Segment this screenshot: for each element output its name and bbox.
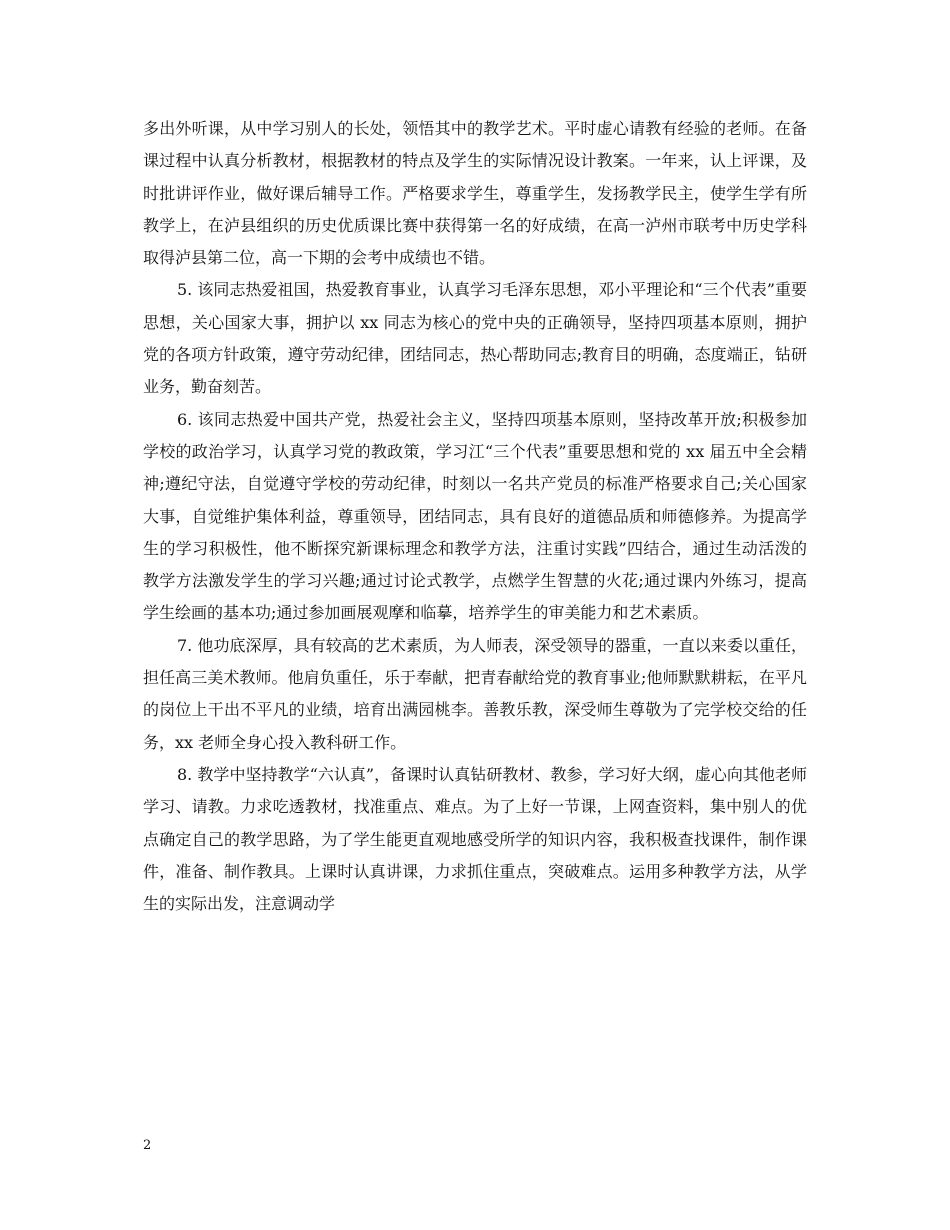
paragraph-1: 多出外听课，从中学习别人的长处，领悟其中的教学艺术。平时虚心请教有经验的老师。在备课过程中认真分析教材，根据教材的特点及学生的实际情况设计教案。一年来，认上评课，及时批讲评作业，做好课后辅导工作。严格要求学生，尊重学生，发扬教学民主，使学生学有所教学上，在泸县组织的历史优质课比赛中获得第一名的好成绩，在高一泸州市联考中历史学科取得泸县第二位，高一下期的会考中成绩也不错。 [143,119,807,268]
paragraph-3: 6. 该同志热爱中国共产党，热爱社会主义，坚持四项基本原则，坚持改革开放;积极参加学校的政治学习，认真学习党的教政策，学习江“三个代表”重要思想和党的 xx 届五中全会精神;遵纪守法，自觉遵守学校的劳动纪律，时刻以一名共产党员的标准严格要求自己;关心国家大事，自觉维护集体利益，尊重领导，团结同志，具有良好的道德品质和师德修养。为提高学生的学习积极性，他不断探究新课标理念和教学方法，注重讨实践”四结合，通过生动活泼的教学方法激发学生的学习兴趣;通过讨论式教学，点燃学生智慧的火花;通过课内外练习，提高学生绘画的基本功;通过参加画展观摩和临摹，培养学生的审美能力和艺术素质。 [143,409,807,623]
paragraph-2: 5. 该同志热爱祖国，热爱教育事业，认真学习毛泽东思想，邓小平理论和“三个代表”重要思想，关心国家大事，拥护以 xx 同志为核心的党中央的正确领导，坚持四项基本原则，拥护党的各项方针政策，遵守劳动纪律，团结同志，热心帮助同志;教育目的明确，态度端正，钻研业务，勤奋刻苦。 [143,280,807,397]
page-number: 2 [143,1138,152,1153]
document-body [143,113,807,920]
paragraph-5: 8. 教学中坚持教学“六认真”，备课时认真钻研教材、教参，学习好大纲，虚心向其他老师学习、请教。力求吃透教材，找准重点、难点。为了上好一节课，上网查资料，集中别人的优点确定自己的教学思路，为了学生能更直观地感受所学的知识内容，我积极查找课件，制作课件，准备、制作教具。上课时认真讲课，力求抓住重点，突破难点。运用多种教学方法，从学生的实际出发，注意调动学 [143,764,807,914]
paragraph-4: 7. 他功底深厚，具有较高的艺术素质，为人师表，深受领导的器重，一直以来委以重任，担任高三美术教师。他肩负重任，乐于奉献，把青春献给党的教育事业;他师默默耕耘，在平凡的岗位上干出不平凡的业绩，培育出满园桃李。善教乐教，深受师生尊敬为了完学校交给的任务，xx 老师全身心投入教科研工作。 [143,635,807,752]
